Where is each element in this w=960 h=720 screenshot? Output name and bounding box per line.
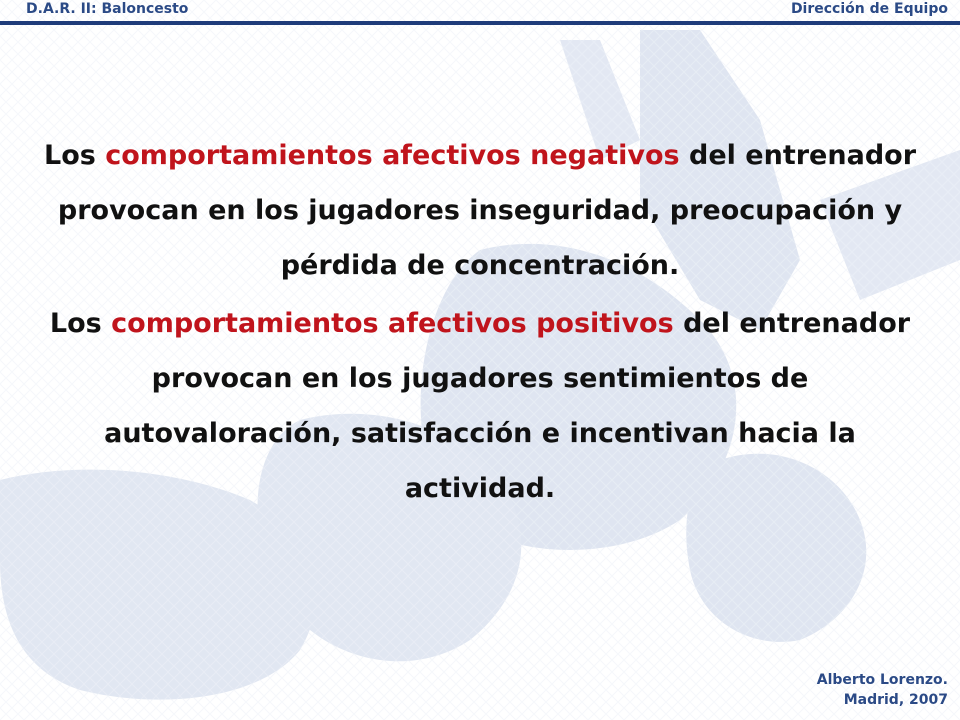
slide-header — [0, 0, 960, 30]
place-year: Madrid, 2007 — [843, 692, 948, 708]
paragraph-negative-text: del entrenador provocan en los jugadores inseguridad, preocupación y pérdida de concentración. — [57, 140, 917, 281]
paragraph-positive-text: del entrenador provocan en los jugadores sentimientos de autovaloración, satisfacción e incentivan hacia la actividad. — [104, 308, 911, 504]
author-name: Alberto Lorenzo. — [816, 672, 948, 688]
slide-body — [40, 128, 920, 516]
positive-behaviors-highlight: comportamientos afectivos positivos — [111, 308, 674, 339]
header-divider — [0, 21, 960, 25]
paragraph-positive-lead: Los — [49, 308, 112, 339]
slide-footer — [817, 670, 948, 710]
paragraph-positive — [40, 296, 920, 516]
paragraph-negative-lead: Los — [43, 140, 106, 171]
section-title: Dirección de Equipo — [790, 1, 948, 17]
negative-behaviors-highlight: comportamientos afectivos negativos — [105, 140, 680, 171]
paragraph-negative — [40, 128, 920, 293]
course-title: D.A.R. II: Baloncesto — [26, 1, 189, 17]
